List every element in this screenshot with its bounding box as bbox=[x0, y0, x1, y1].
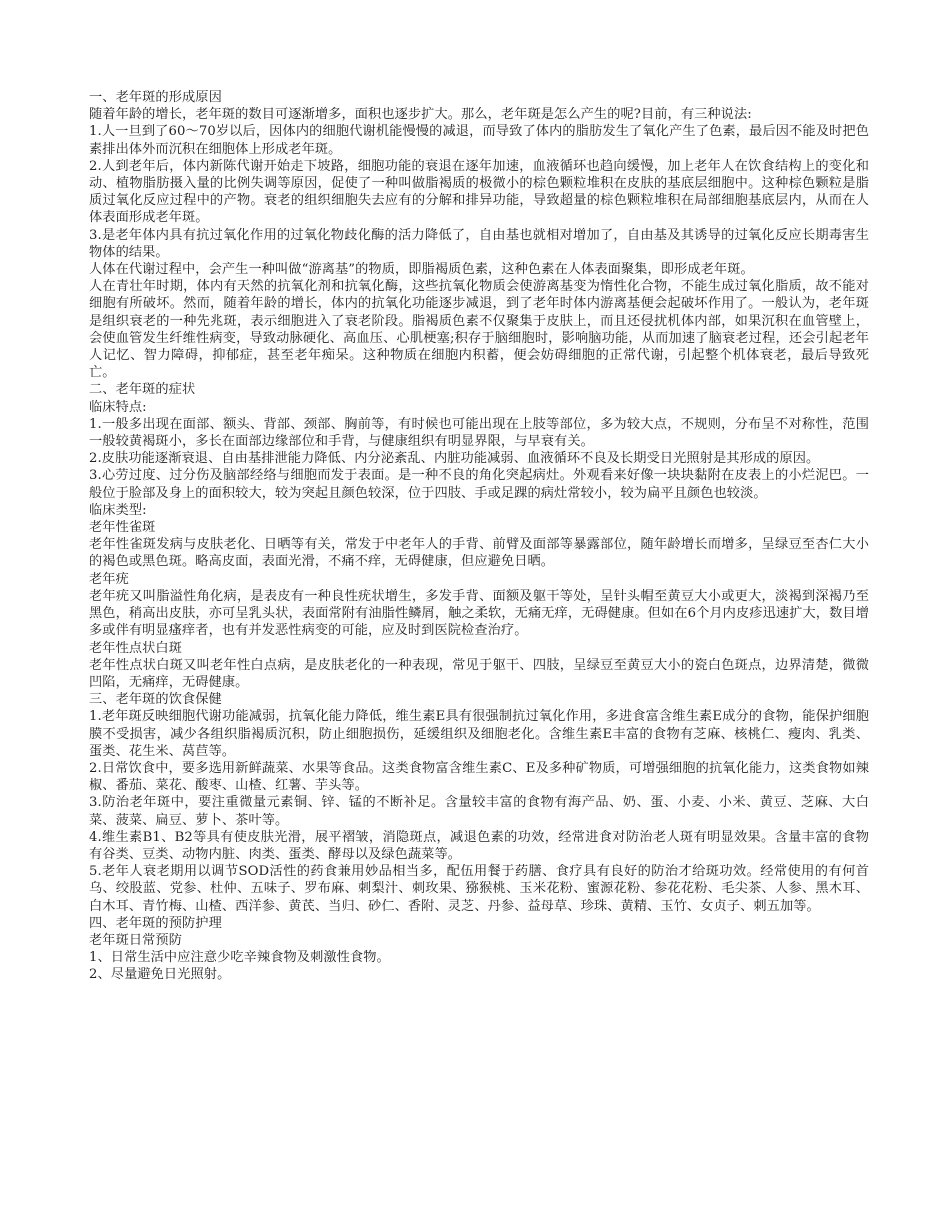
list-item: 1、日常生活中应注意少吃辛辣食物及刺激性食物。 bbox=[89, 950, 390, 966]
section-heading: 二、老年斑的症状 bbox=[89, 382, 196, 398]
paragraph: 老年疣又叫脂溢性角化病，是表皮有一种良性疣状增生，多发手背、面额及躯干等处，呈针头帽至黄豆大小或更大，淡褐到深褐乃至黑色，稍高出皮肤，亦可呈乳头状，表面常附有油脂性鳞屑，触之柔软，无痛无痒，无碍健康。但如在6个月内皮疹迅速扩大，数目增多或伴有明显瘙痒者，也有并发恶性病变的可能，应及时到医院检查治疗。 bbox=[89, 588, 869, 639]
subheading: 老年性点状白斑 bbox=[89, 640, 183, 656]
section-heading: 三、老年斑的饮食保健 bbox=[89, 692, 222, 708]
subheading: 老年疣 bbox=[89, 571, 129, 587]
paragraph: 人在青壮年时期，体内有天然的抗氧化剂和抗氧化酶，这些抗氧化物质会使游离基变为惰性化合物，不能生成过氧化脂质，故不能对细胞有所破坏。然而，随着年龄的增长，体内的抗氧化功能逐步减退，到了老年时体内游离基便会起破坏作用了。一般认为，老年斑是组织衰老的一种先兆斑，表示细胞进入了衰老阶段。脂褐质色素不仅聚集于皮肤上，而且还侵扰机体内部，如果沉积在血管壁上，会使血管发生纤维性病变，导致动脉硬化、高血压、心肌梗塞;积存于脑细胞时，影响脑功能，从而加速了脑衰老过程，还会引起老年人记忆、智力障碍，抑郁症，甚至老年痴呆。这种物质在细胞内积蓄，便会妨碍细胞的正常代谢，引起整个机体衰老，最后导致死亡。 bbox=[89, 279, 869, 381]
subheading: 老年斑日常预防 bbox=[89, 932, 183, 948]
list-item: 4.维生素B1、B2等具有使皮肤光滑，展平褶皱，消隐斑点，减退色素的功效，经常进食对防治老人斑有明显效果。含量丰富的食物有谷类、豆类、动物内脏、肉类、蛋类、酵母以及绿色蔬菜等。 bbox=[89, 829, 869, 862]
list-item: 2.日常饮食中，要多选用新鲜蔬菜、水果等食品。这类食物富含维生素C、E及多种矿物质，可增强细胞的抗氧化能力，这类食物如辣椒、番茄、菜花、酸枣、山楂、红薯、芋头等。 bbox=[89, 760, 869, 794]
section-heading: 四、老年斑的预防护理 bbox=[89, 915, 222, 931]
list-item: 3.防治老年斑中，要注重微量元素铜、锌、锰的不断补足。含量较丰富的食物有海产品、奶、蛋、小麦、小米、黄豆、芝麻、大白菜、菠菜、扁豆、萝卜、茶叶等。 bbox=[89, 795, 869, 828]
list-item: 2.皮肤功能逐渐衰退、自由基排泄能力降低、内分泌紊乱、内脏功能减弱、血液循环不良及长期受日光照射是其形成的原因。 bbox=[89, 451, 820, 467]
section-heading: 一、老年斑的形成原因 bbox=[89, 90, 222, 105]
list-item: 1.一般多出现在面部、额头、背部、颈部、胸前等，有时候也可能出现在上肢等部位，多为较大点，不规则，分布呈不对称性，范围一般较黄褐斑小，多长在面部边缘部位和手背，与健康组织有明显界限，与早衰有关。 bbox=[89, 416, 869, 450]
list-item: 3.心劳过度、过分伤及脑部经络与细胞而发于表面。是一种不良的角化突起病灶。外观看来好像一块块黏附在皮表上的小烂泥巴。一般位于脸部及身上的面积较大，较为突起且颜色较深，位于四肢、手或足踝的病灶常较小，较为扁平且颜色也较淡。 bbox=[89, 468, 869, 501]
paragraph: 随着年龄的增长，老年斑的数目可逐渐增多，面积也逐步扩大。那么，老年斑是怎么产生的呢?目前，有三种说法: bbox=[89, 107, 752, 123]
list-item: 2.人到老年后，体内新陈代谢开始走下坡路，细胞功能的衰退在逐年加速，血液循环也趋向缓慢，加上老年人在饮食结构上的变化和动、植物脂肪摄入量的比例失调等原因，促使了一种叫做脂褐质的极微小的棕色颗粒堆积在皮肤的基底层细胞中。这种棕色颗粒是脂质过氧化反应过程中的产物。衰老的组织细胞失去应有的分解和排异功能，导致超量的棕色颗粒堆积在局部细胞基底层内，从而在人体表面形成老年斑。 bbox=[89, 158, 869, 226]
list-item: 1.人一旦到了60～70岁以后，因体内的细胞代谢机能慢慢的减退，而导致了体内的脂肪发生了氧化产生了色素，最后因不能及时把色素排出体外而沉积在细胞体上形成老年斑。 bbox=[89, 124, 869, 157]
list-item: 1.老年斑反映细胞代谢功能减弱，抗氧化能力降低，维生素E具有很强制抗过氧化作用，多进食富含维生素E成分的食物，能保护细胞膜不受损害，减少各组织脂褐质沉积，防止细胞损伤，延缓组织及细胞老化。含维生素E丰富的食物有芝麻、核桃仁、瘦肉、乳类、蛋类、花生米、莴苣等。 bbox=[89, 709, 869, 759]
subheading: 临床类型: bbox=[89, 502, 147, 518]
subheading: 老年性雀斑 bbox=[89, 520, 156, 536]
subheading: 临床特点: bbox=[89, 399, 147, 415]
paragraph: 老年性雀斑发病与皮肤老化、日晒等有关，常发于中老年人的手背、前臂及面部等暴露部位，随年龄增长而增多，呈绿豆至杏仁大小的褐色或黑色斑。略高皮面，表面光滑，不痛不痒，无碍健康，但应避免日晒。 bbox=[89, 537, 869, 570]
list-item: 5.老年人衰老期用以调节SOD活性的药食兼用妙品相当多，配伍用餐于药膳、食疗具有良好的防治才给斑功效。经常使用的有何首乌、绞股蓝、党参、杜仲、五味子、罗布麻、刺梨汁、刺玫果、猕猴桃、玉米花粉、蜜源花粉、参花花粉、毛尖茶、人参、黑木耳、白木耳、青竹梅、山楂、西洋参、黄芪、当归、砂仁、香附、灵芝、丹参、益母草、珍珠、黄精、玉竹、女贞子、刺五加等。 bbox=[89, 864, 869, 914]
list-item: 2、尽量避免日光照射。 bbox=[89, 967, 231, 983]
document-body bbox=[89, 89, 869, 984]
paragraph: 人体在代谢过程中，会产生一种叫做“游离基”的物质，即脂褐质色素，这种色素在人体表面聚集，即形成老年斑。 bbox=[89, 262, 754, 278]
list-item: 3.是老年体内具有抗过氧化作用的过氧化物歧化酶的活力降低了，自由基也就相对增加了，自由基及其诱导的过氧化反应长期毒害生物体的结果。 bbox=[89, 227, 869, 260]
paragraph: 老年性点状白斑又叫老年性白点病，是皮肤老化的一种表现，常见于躯干、四肢，呈绿豆至黄豆大小的瓷白色斑点，边界清楚，微微凹陷，无痛痒，无碍健康。 bbox=[89, 657, 869, 690]
